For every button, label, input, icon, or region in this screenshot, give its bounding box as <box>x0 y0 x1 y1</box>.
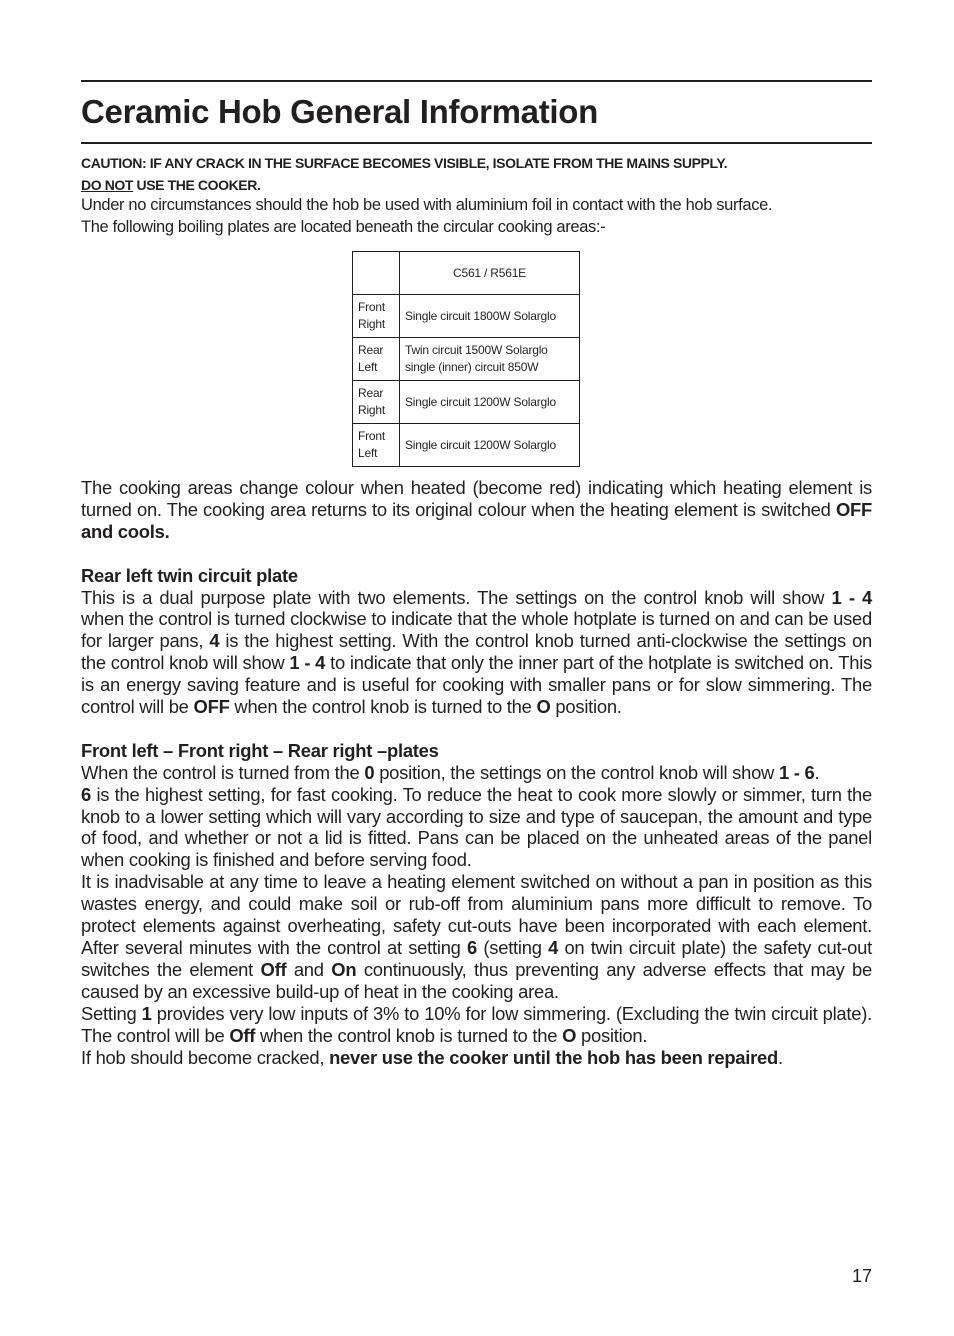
position-line-2: Left <box>358 446 378 460</box>
intro-text <box>81 195 881 238</box>
page-title: Ceramic Hob General Information <box>81 93 598 130</box>
text-run: when the control knob is turned to the <box>229 696 537 718</box>
text-run: when the control knob is turned to the <box>255 1024 563 1046</box>
caution-line-2 <box>81 174 872 196</box>
text-run: Setting <box>81 1002 142 1024</box>
table-header-model: C561 / R561E <box>400 252 580 295</box>
control-paragraph <box>81 762 872 784</box>
position-cell <box>353 295 400 338</box>
text-run: when the control is turned clockwise to indicate that the whole hotplate is turned on and can be used for larger pans, <box>81 608 872 652</box>
rear-left-heading: Rear left twin circuit plate <box>81 564 298 586</box>
table-row <box>353 295 580 338</box>
position-line-2: Left <box>358 360 378 374</box>
position-cell <box>353 338 400 381</box>
position-line-1: Front <box>358 300 386 314</box>
position-line-1: Rear <box>358 343 384 357</box>
description-line-1: Twin circuit 1500W Solarglo <box>405 343 548 357</box>
text-run: . <box>778 1046 783 1068</box>
bold-run: 1 <box>141 1002 152 1024</box>
table-row <box>353 338 580 381</box>
text-run: position. <box>576 1024 648 1046</box>
text-run: It is inadvisable at any time to leave a heating element switched on without a pan in position as this wastes energy, and could make soil or rub-off from aluminium pans more difficult to remove. To protect elements against overheating, safety cut-outs have been incorporated with each element. After several minutes with the control at setting <box>81 871 872 958</box>
position-line-1: Front <box>358 429 386 443</box>
table-row <box>353 424 580 467</box>
text-run: provides very low inputs of 3% to 10% for low simmering. (Excluding the twin circuit plate). The control will be <box>81 1002 872 1046</box>
bold-run: 1 - 4 <box>831 586 872 608</box>
description-line-1: Single circuit 1200W Solarglo <box>405 394 556 409</box>
bold-run: O <box>562 1024 577 1046</box>
description-cell <box>400 381 580 424</box>
bold-run: On <box>331 958 357 980</box>
intro-line-1: Under no circumstances should the hob be used with aluminium foil in contact with the hob surface. <box>81 196 773 214</box>
bold-run: 6 <box>467 937 478 958</box>
description-line-2: single (inner) circuit 850W <box>405 360 539 374</box>
position-line-1: Rear <box>358 386 384 400</box>
position-line-2: Right <box>358 317 386 331</box>
highest-setting-paragraph <box>81 784 872 872</box>
table-header-row <box>353 252 580 295</box>
text-run: position, the settings on the control knob will show <box>374 761 779 783</box>
bold-run: 4 <box>209 630 220 652</box>
front-plates-heading: Front left – Front right – Rear right –plates <box>81 739 439 761</box>
text-run: continuously, thus preventing any adverse effects that may be caused by an excessive build-up of heat in the cooking area. <box>81 958 872 1002</box>
boiling-plates-table <box>352 251 580 467</box>
bold-run: 1 - 6 <box>778 761 815 783</box>
colour-change-paragraph <box>81 477 872 543</box>
bold-run: 4 <box>548 937 559 958</box>
page-number: 17 <box>851 1266 872 1286</box>
text-run: is the highest setting. With the control knob turned anti-clockwise the settings on the control knob will show <box>81 630 872 674</box>
colour-text: The cooking areas change colour when heated (become red) indicating which heating element is turned on. The cooking area returns to its original colour when the heating element is switched <box>81 477 872 520</box>
bold-run: O <box>536 696 551 718</box>
paragraph-gap <box>81 543 872 565</box>
description-line-1: Single circuit 1800W Solarglo <box>405 308 556 323</box>
text-run: is the highest setting, for fast cooking. To reduce the heat to cook more slowly or simmer, turn the knob to a lower setting which will vary according to size and type of saucepan, the amount and type of food, and whether or not a lid is fitted. Pans can be placed on the unheated areas of the panel when cooking is finished and before serving food. <box>81 783 872 871</box>
paragraph-gap <box>81 718 872 740</box>
bold-run: 0 <box>364 761 375 783</box>
body-text <box>81 477 872 1068</box>
text-run: and <box>286 958 332 980</box>
position-cell <box>353 381 400 424</box>
text-run: When the control is turned from the <box>81 761 365 783</box>
text-run: on twin circuit plate) the safety cut-out switches the element <box>81 937 872 980</box>
bold-run: Off <box>229 1024 256 1046</box>
description-line-1: Single circuit 1200W Solarglo <box>405 437 556 452</box>
description-cell <box>400 424 580 467</box>
cracked-hob-paragraph <box>81 1047 872 1069</box>
description-cell <box>400 295 580 338</box>
description-cell <box>400 338 580 381</box>
text-run: This is a dual purpose plate with two elements. The settings on the control knob will show <box>81 586 832 608</box>
colour-bold: OFF and cools. <box>81 498 872 542</box>
title-rule <box>81 142 872 144</box>
intro-line-2: The following boiling plates are located beneath the circular cooking areas:- <box>81 217 606 236</box>
position-line-2: Right <box>358 403 386 417</box>
table-row <box>353 381 580 424</box>
bold-run: OFF <box>193 696 230 718</box>
bold-run: never use the cooker until the hob has been repaired <box>329 1046 779 1068</box>
caution-line-2-rest: USE THE COOKER. <box>133 177 261 193</box>
text-run: to indicate that only the inner part of the hotplate is switched on. This is an energy saving feature and is useful for cooking with smaller pans or for slow simmering. The control will be <box>81 652 872 718</box>
table-header-empty-cell <box>353 252 400 295</box>
bold-run: 1 - 4 <box>289 652 326 674</box>
low-setting-paragraph <box>81 1003 872 1047</box>
bold-run: 6 <box>81 783 91 805</box>
do-not-text: DO NOT <box>81 177 134 193</box>
safety-cutout-paragraph <box>81 871 872 1002</box>
text-run: . <box>814 761 820 783</box>
caution-notice <box>81 152 872 196</box>
position-cell <box>353 424 400 467</box>
bold-run: Off <box>260 958 287 980</box>
text-run: (setting <box>477 937 549 958</box>
rear-left-paragraph <box>81 587 872 718</box>
caution-line-1: CAUTION: IF ANY CRACK IN THE SURFACE BECOMES VISIBLE, ISOLATE FROM THE MAINS SUPPLY. <box>81 155 728 171</box>
top-rule <box>81 80 872 82</box>
text-run: position. <box>550 696 622 718</box>
text-run: If hob should become cracked, <box>81 1046 330 1068</box>
